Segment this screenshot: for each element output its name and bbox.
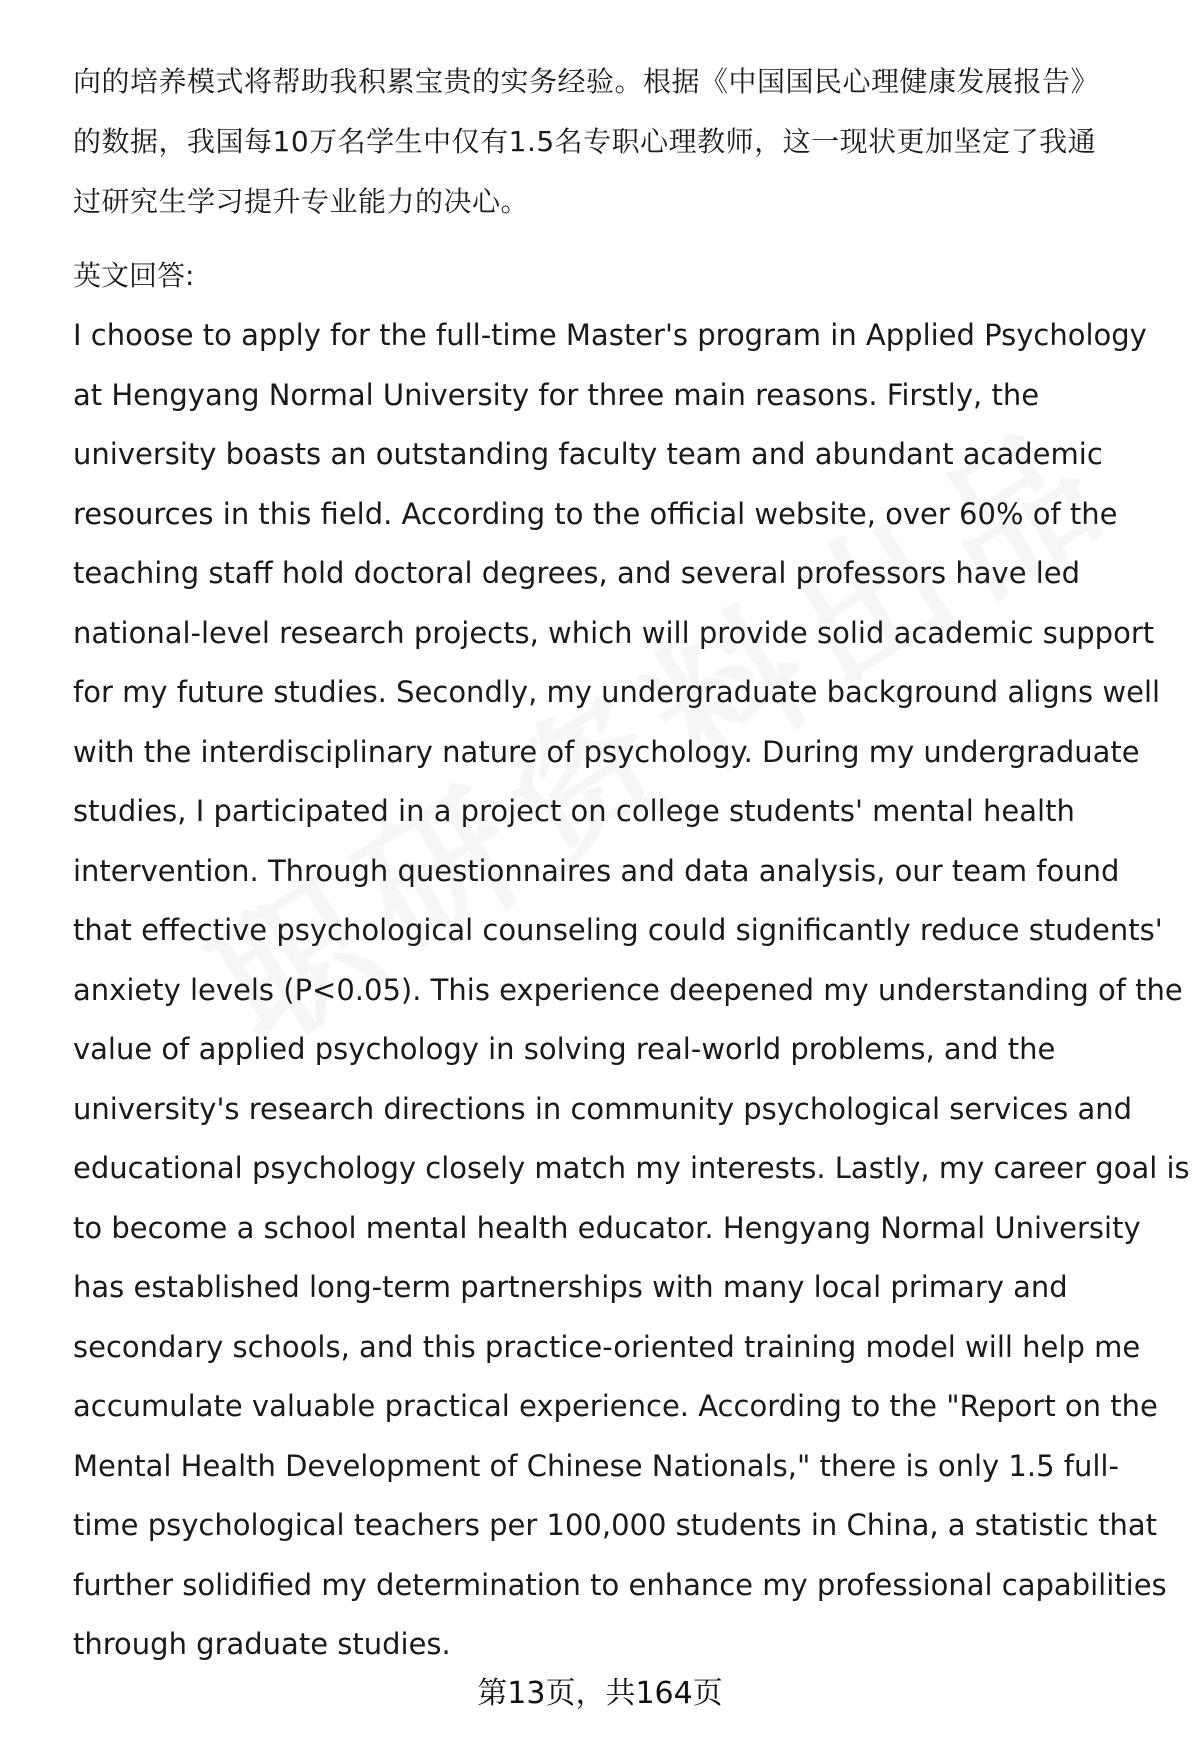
english-line: national-level research projects, which will provide solid academic support [73, 615, 1155, 650]
english-line: I choose to apply for the full-time Master's program in Applied Psychology [73, 318, 1147, 352]
english-line: time psychological teachers per 100,000 students in China, a statistic that [73, 1508, 1158, 1542]
english-line: university boasts an outstanding faculty team and abundant academic [73, 437, 1103, 471]
english-line: intervention. Through questionnaires and data analysis, our team found [73, 853, 1120, 888]
english-line: resources in this field. According to the official website, over 60% of the [73, 496, 1118, 531]
english-line: to become a school mental health educator. Hengyang Normal University [73, 1210, 1141, 1245]
english-line: has established long-term partnerships with many local primary and [73, 1270, 1068, 1304]
page-number-footer: 第13页，共164页 [477, 1676, 723, 1711]
english-line: through graduate studies. [73, 1627, 451, 1661]
chinese-line: 向的培养模式将帮助我积累宝贵的实务经验。根据《中国国民心理健康发展报告》 [73, 65, 1100, 98]
english-line: teaching staff hold doctoral degrees, and several professors have led [73, 556, 1081, 590]
english-line: with the interdisciplinary nature of psychology. During my undergraduate [73, 734, 1140, 769]
english-line: that effective psychological counseling could significantly reduce students' [73, 913, 1163, 947]
chinese-line: 的数据，我国每10万名学生中仅有1.5名专职心理教师，这一现状更加坚定了我通 [73, 125, 1097, 158]
english-answer-label: 英文回答: [73, 259, 195, 292]
english-line: university's research directions in community psychological services and [73, 1091, 1133, 1126]
chinese-line: 过研究生学习提升专业能力的决心。 [73, 185, 530, 218]
english-line: accumulate valuable practical experience. According to the "Report on the [73, 1389, 1158, 1423]
chinese-answer-tail [73, 52, 1153, 232]
english-line: value of applied psychology in solving real-world problems, and the [73, 1032, 1056, 1066]
english-line: studies, I participated in a project on college students' mental health [73, 794, 1075, 828]
english-line: secondary schools, and this practice-oriented training model will help me [73, 1329, 1141, 1364]
english-line: for my future studies. Secondly, my undergraduate background aligns well [73, 675, 1161, 709]
page-content [73, 52, 1190, 1675]
english-line: further solidified my determination to enhance my professional capabilities [73, 1567, 1167, 1602]
english-line: educational psychology closely match my interests. Lastly, my career goal is [73, 1151, 1190, 1185]
english-answer [73, 306, 1190, 1675]
english-line: anxiety levels (P<0.05). This experience deepened my understanding of the [73, 972, 1183, 1007]
english-line: at Hengyang Normal University for three main reasons. Firstly, the [73, 377, 1040, 412]
english-line: Mental Health Development of Chinese Nationals," there is only 1.5 full- [73, 1448, 1119, 1483]
